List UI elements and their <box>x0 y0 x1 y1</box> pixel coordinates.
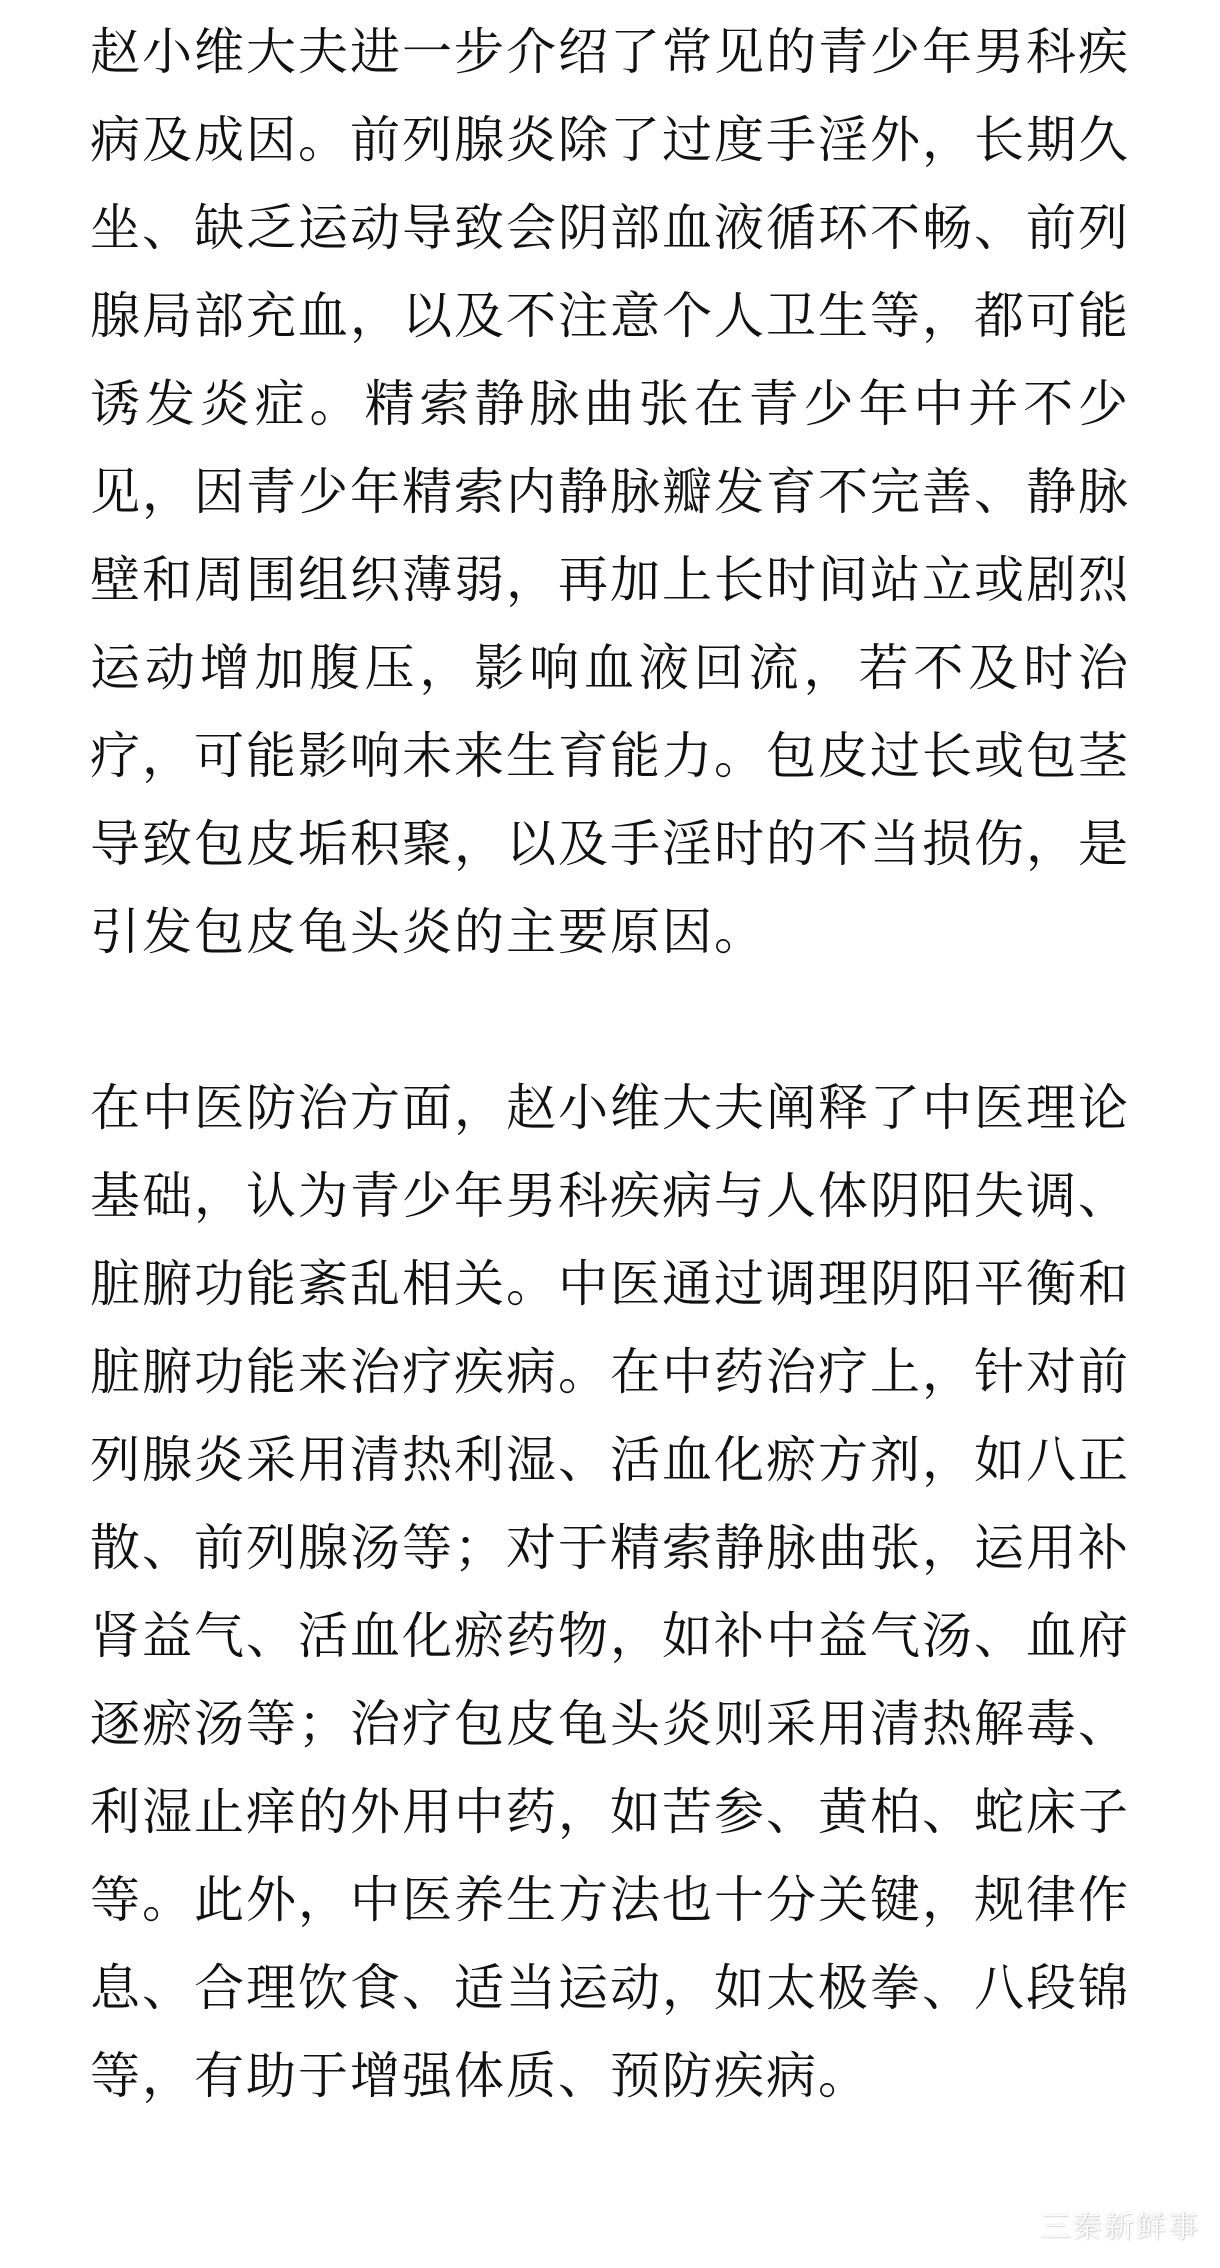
source-watermark: 三秦新鲜事 <box>1040 2210 1200 2245</box>
paragraph-causes: 赵小维大夫进一步介绍了常见的青少年男科疾病及成因。前列腺炎除了过度手淫外，长期久坐、缺乏运动导致会阴部血液循环不畅、前列腺局部充血，以及不注意个人卫生等，都可能诱发炎症。精索静脉曲张在青少年中并不少见，因青少年精索内静脉瓣发育不完善、静脉壁和周围组织薄弱，再加上长时间站立或剧烈运动增加腹压，影响血液回流，若不及时治疗，可能影响未来生育能力。包皮过长或包茎导致包皮垢积聚，以及手淫时的不当损伤，是引发包皮龟头炎的主要原因。 <box>90 23 1130 961</box>
article-body <box>90 0 1130 2120</box>
paragraph-tcm-treatment: 在中医防治方面，赵小维大夫阐释了中医理论基础，认为青少年男科疾病与人体阴阳失调、脏腑功能紊乱相关。中医通过调理阴阳平衡和脏腑功能来治疗疾病。在中药治疗上，针对前列腺炎采用清热利湿、活血化瘀方剂，如八正散、前列腺汤等；对于精索静脉曲张，运用补肾益气、活血化瘀药物，如补中益气汤、血府逐瘀汤等；治疗包皮龟头炎则采用清热解毒、利湿止痒的外用中药，如苦参、黄柏、蛇床子等。此外，中医养生方法也十分关键，规律作息、合理饮食、适当运动，如太极拳、八段锦等，有助于增强体质、预防疾病。 <box>90 1079 1130 2105</box>
